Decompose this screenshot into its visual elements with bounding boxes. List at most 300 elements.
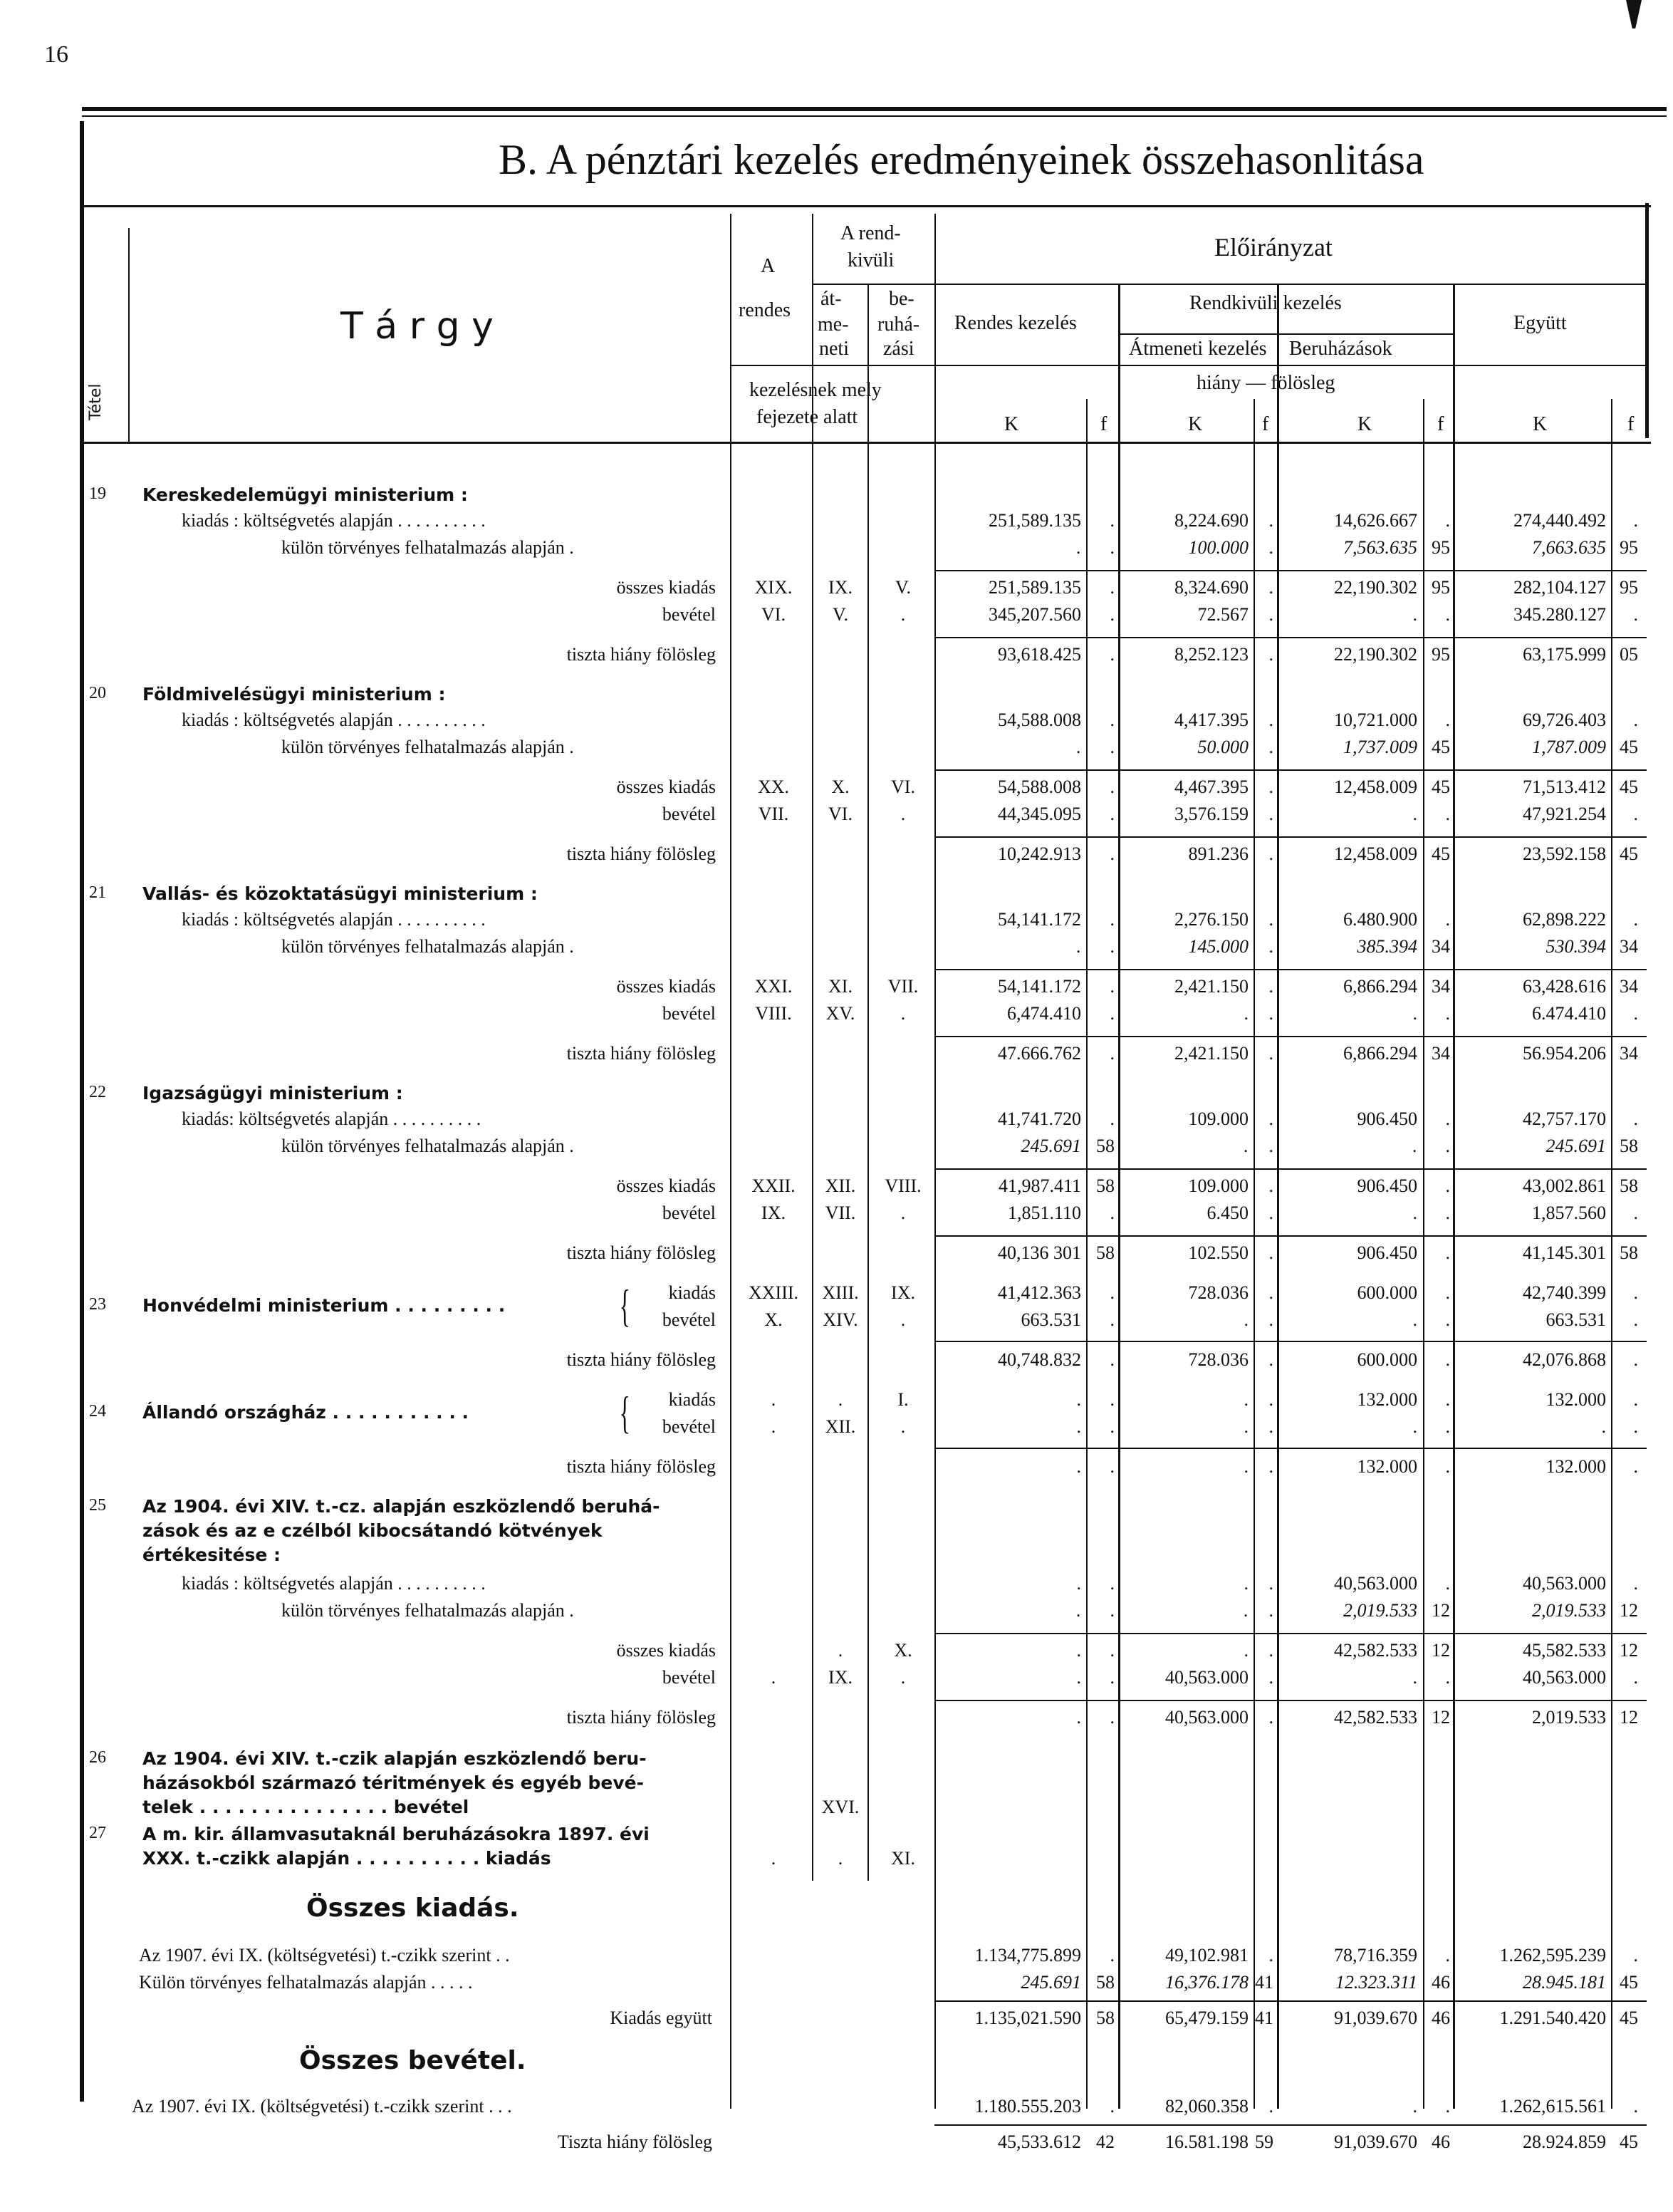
top-rule <box>82 107 1667 111</box>
header-line-hiany <box>730 365 1647 366</box>
cell-bk: 1,737.009 <box>1343 737 1417 757</box>
cell-rf: . <box>1110 1389 1115 1410</box>
col-line-bf <box>1453 285 1455 2109</box>
cell-bk: 78,716.359 <box>1334 1945 1417 1966</box>
header-fejezet-1: kezelésnek mely <box>749 379 882 401</box>
cell-rk: 44,345.095 <box>998 804 1081 824</box>
cell-rf: . <box>1110 577 1115 598</box>
cell-ak: 8,324.690 <box>1174 577 1249 598</box>
cell-bk: 906.450 <box>1357 1175 1417 1196</box>
cell-rf: . <box>1110 1416 1115 1437</box>
cell-bf: 34 <box>1432 1043 1450 1064</box>
tetel-number: 20 <box>89 684 106 702</box>
row-label: külön törvényes felhatalmazás alapján . <box>281 936 574 957</box>
cell-bk: . <box>1412 804 1417 824</box>
chapter-number: . <box>900 804 906 824</box>
cell-bk: . <box>1412 2096 1417 2117</box>
cell-ak: 891.236 <box>1188 843 1249 864</box>
summary-heading: Összes bevétel. <box>299 2046 526 2075</box>
cell-rk: 41,987.411 <box>998 1175 1081 1196</box>
cell-ef: . <box>1633 1416 1638 1437</box>
cell-bk: 10,721.000 <box>1334 710 1417 730</box>
tetel-number: 24 <box>89 1402 106 1421</box>
cell-rk: . <box>1076 1640 1081 1661</box>
cell-ek: 47,921.254 <box>1523 804 1606 824</box>
cell-bf: . <box>1445 1203 1450 1223</box>
header-k-egyutt: K <box>1533 413 1548 435</box>
cell-rf: . <box>1110 1309 1115 1330</box>
cell-rf: . <box>1110 1282 1115 1303</box>
row-label: összes kiadás <box>616 777 716 797</box>
chapter-number: VIII. <box>885 1175 922 1196</box>
subtotal-rule <box>934 969 1647 970</box>
chapter-number: VII. <box>825 1203 856 1223</box>
section-heading: A m. kir. államvasutaknál beruházásokra 1897. évi <box>142 1824 650 1844</box>
header-beruh-1: be- <box>889 288 914 310</box>
section-heading: Az 1904. évi XIV. t.-czik alapján eszközlendő beru- <box>142 1748 647 1769</box>
row-label: összes kiadás <box>616 976 716 997</box>
subtotal-rule <box>934 2000 1647 2002</box>
cell-af: . <box>1268 644 1273 665</box>
cell-af: . <box>1268 1945 1273 1966</box>
cell-bf: 12 <box>1432 1640 1450 1661</box>
header-k-rendes: K <box>1004 413 1019 435</box>
cell-ef: 12 <box>1620 1707 1638 1728</box>
cell-rk: 54,588.008 <box>998 777 1081 797</box>
row-label: kiadás: költségvetés alapján . . . . . . . . . . <box>182 1108 481 1129</box>
cell-ek: 71,513.412 <box>1523 777 1606 797</box>
header-fejezet-2: fejezete alatt <box>756 406 858 428</box>
cell-ef: . <box>1633 604 1638 625</box>
cell-ak: 145.000 <box>1188 936 1249 957</box>
cell-ak: 2,421.150 <box>1174 976 1249 997</box>
frame-left <box>80 121 84 2102</box>
cell-rf: . <box>1110 2096 1115 2117</box>
cell-ef: 45 <box>1620 2008 1638 2028</box>
cell-rf: 42 <box>1096 2131 1115 2152</box>
cell-ak: 3,576.159 <box>1174 804 1249 824</box>
cell-ef: . <box>1633 1667 1638 1688</box>
cell-rf: 58 <box>1096 1136 1115 1156</box>
cell-bf: . <box>1445 1416 1450 1437</box>
cell-bf: . <box>1445 1349 1450 1370</box>
header-a: A <box>761 255 776 277</box>
cell-ef: . <box>1633 1003 1638 1024</box>
cell-ak: 6.450 <box>1206 1203 1249 1223</box>
cell-ek: 69,726.403 <box>1523 710 1606 730</box>
cell-rk: 93,618.425 <box>998 644 1081 665</box>
chapter-number: . <box>838 1389 843 1410</box>
chapter-number: XXIII. <box>748 1282 799 1303</box>
chapter-number: . <box>900 1203 906 1223</box>
chapter-number: VIII. <box>755 1003 792 1024</box>
cell-bf: . <box>1445 1309 1450 1330</box>
chapter-number: XX. <box>757 777 790 797</box>
cell-bf: . <box>1445 1282 1450 1303</box>
header-tetel: Tétel <box>87 383 105 420</box>
subtotal-rule <box>934 836 1647 838</box>
cell-bk: 6.480.900 <box>1343 909 1417 930</box>
col-line-rendes <box>812 214 813 1881</box>
cell-rf: . <box>1110 1043 1115 1064</box>
cell-bf: . <box>1445 1136 1450 1156</box>
cell-af: . <box>1268 604 1273 625</box>
cell-bk: 14,626.667 <box>1334 510 1417 531</box>
chapter-number: X. <box>764 1309 783 1330</box>
row-label: Külön törvényes felhatalmazás alapján . . . . . <box>139 1972 473 1993</box>
cell-ek: 23,592.158 <box>1523 843 1606 864</box>
chapter-number: . <box>771 1848 776 1869</box>
cell-ef: . <box>1633 909 1638 930</box>
cell-ef: . <box>1633 2096 1638 2117</box>
section-heading: Kereskedelemügyi ministerium : <box>142 484 468 505</box>
cell-ak: 728.036 <box>1188 1349 1249 1370</box>
cell-rf: 58 <box>1096 1972 1115 1993</box>
row-label: külön törvényes felhatalmazás alapján . <box>281 737 574 757</box>
header-beruhazasok: Beruházások <box>1289 338 1392 360</box>
cell-ef: 58 <box>1620 1242 1638 1263</box>
row-label: bevétel <box>662 1203 716 1223</box>
cell-bf: . <box>1445 1667 1450 1688</box>
cell-rk: . <box>1076 1667 1081 1688</box>
cell-bf: . <box>1445 510 1450 531</box>
cell-bf: 34 <box>1432 936 1450 957</box>
cell-ek: 345.280.127 <box>1513 604 1606 625</box>
chapter-number: VI. <box>891 777 915 797</box>
chapter-number: XV. <box>825 1003 855 1024</box>
cell-bk: . <box>1412 1309 1417 1330</box>
cell-ek: 663.531 <box>1546 1309 1606 1330</box>
cell-ef: 05 <box>1620 644 1638 665</box>
section-heading: Vallás- és közoktatásügyi ministerium : <box>142 883 538 904</box>
cell-rf: . <box>1110 909 1115 930</box>
cell-af: . <box>1268 1282 1273 1303</box>
cell-ek: 62,898.222 <box>1523 909 1606 930</box>
chapter-number: . <box>771 1416 776 1437</box>
header-rendkivuli-kezeles: Rendkivüli kezelés <box>1189 292 1342 314</box>
cell-rk: 245.691 <box>1021 1136 1081 1156</box>
cell-af: . <box>1268 1667 1273 1688</box>
cell-ef: . <box>1633 1108 1638 1129</box>
header-hiany-folosleg: hiány — fölösleg <box>1197 372 1335 394</box>
cell-bf: 12 <box>1432 1600 1450 1621</box>
row-label: Az 1907. évi IX. (költségvetési) t.-czikk szerint . . . <box>132 2096 512 2117</box>
cell-ef: . <box>1633 1282 1638 1303</box>
cell-ak: 72.567 <box>1197 604 1249 625</box>
cell-rf: . <box>1110 1456 1115 1477</box>
cell-bf: 45 <box>1432 843 1450 864</box>
col-line-targy <box>730 214 731 2109</box>
tetel-number: 27 <box>89 1824 106 1842</box>
col-line-rf <box>1118 285 1120 2109</box>
cell-rk: 45,533.612 <box>998 2131 1081 2152</box>
bracket: { <box>619 1387 631 1438</box>
cell-ak: . <box>1244 1456 1249 1477</box>
cell-af: . <box>1268 737 1273 757</box>
cell-ek: 42,076.868 <box>1523 1349 1606 1370</box>
chapter-number: . <box>771 1667 776 1688</box>
cell-ek: 63,428.616 <box>1523 976 1606 997</box>
cell-ef: 34 <box>1620 976 1638 997</box>
cell-rf: . <box>1110 510 1115 531</box>
header-atmeneti-1: át- <box>820 288 842 310</box>
cell-rk: . <box>1076 1573 1081 1594</box>
cell-bk: 600.000 <box>1357 1282 1417 1303</box>
cell-ef: . <box>1633 1573 1638 1594</box>
header-f-rendes: f <box>1100 413 1107 435</box>
cell-af: . <box>1268 936 1273 957</box>
cell-af: . <box>1268 537 1273 558</box>
cell-rf: . <box>1110 1707 1115 1728</box>
cell-ek: 63,175.999 <box>1523 644 1606 665</box>
col-line-bk <box>1423 399 1424 2109</box>
cell-ek: 2,019.533 <box>1532 1707 1606 1728</box>
cell-rk: 663.531 <box>1021 1309 1081 1330</box>
section-heading: Honvédelmi ministerium . . . . . . . . . <box>142 1295 506 1316</box>
row-label: összes kiadás <box>616 1175 716 1196</box>
section-heading: Igazságügyi ministerium : <box>142 1083 403 1104</box>
cell-af: . <box>1268 1175 1273 1196</box>
cell-rf: 58 <box>1096 1242 1115 1263</box>
chapter-number: XIV. <box>823 1309 858 1330</box>
chapter-number: XIII. <box>822 1282 859 1303</box>
cell-af: . <box>1268 577 1273 598</box>
cell-ak: 4,467.395 <box>1174 777 1249 797</box>
cell-ek: 6.474.410 <box>1532 1003 1606 1024</box>
row-label: bevétel <box>662 1667 716 1688</box>
header-bottom <box>84 442 1651 444</box>
subtotal-rule <box>934 1036 1647 1037</box>
cell-rk: 54,141.172 <box>998 976 1081 997</box>
cell-ak: 16,376.178 <box>1165 1972 1249 1993</box>
cell-ak: . <box>1244 1309 1249 1330</box>
section-heading: telek . . . . . . . . . . . . . . . bevétel <box>142 1797 469 1817</box>
cell-ek: 56.954.206 <box>1523 1043 1606 1064</box>
row-label: Kiadás együtt <box>610 2008 712 2028</box>
header-targy: T á r g y <box>340 305 494 348</box>
row-label: kiadás : költségvetés alapján . . . . . . . . . . <box>182 1573 486 1594</box>
chapter-number: VI. <box>828 804 853 824</box>
cell-bk: 22,190.302 <box>1334 644 1417 665</box>
cell-bk: 12.323.311 <box>1335 1972 1417 1993</box>
row-label: tiszta hiány fölösleg <box>566 1707 716 1728</box>
header-eloiranyzat: Előirányzat <box>1214 233 1333 261</box>
chapter-number: VII. <box>758 804 789 824</box>
cell-af: . <box>1268 1416 1273 1437</box>
cell-bk: 42,582.533 <box>1334 1707 1417 1728</box>
header-f-beruh: f <box>1437 413 1444 435</box>
tetel-number: 25 <box>89 1496 106 1515</box>
chapter-number: XIX. <box>754 577 793 598</box>
cell-bk: . <box>1412 604 1417 625</box>
cell-ef: 12 <box>1620 1640 1638 1661</box>
row-label: tiszta hiány fölösleg <box>566 1456 716 1477</box>
cell-bk: 6,866.294 <box>1343 976 1417 997</box>
cell-ef: 45 <box>1620 843 1638 864</box>
cell-rk: . <box>1076 1456 1081 1477</box>
cell-ef: 58 <box>1620 1175 1638 1196</box>
cell-rf: . <box>1110 777 1115 797</box>
cell-ek: 41,145.301 <box>1523 1242 1606 1263</box>
cell-bf: 46 <box>1432 1972 1450 1993</box>
cell-rk: 40,136 301 <box>998 1242 1081 1263</box>
cell-rk: 6,474.410 <box>1007 1003 1081 1024</box>
cell-rk: 345,207.560 <box>989 604 1081 625</box>
section-heading: házásokból származó téritmények és egyéb bevé- <box>142 1772 644 1793</box>
cell-ak: . <box>1244 1416 1249 1437</box>
subtotal-rule <box>934 637 1647 638</box>
cell-af: . <box>1268 1389 1273 1410</box>
cell-rf: . <box>1110 843 1115 864</box>
cell-ak: 2,421.150 <box>1174 1043 1249 1064</box>
subtotal-rule <box>934 1341 1647 1342</box>
cell-ef: 45 <box>1620 777 1638 797</box>
row-label: kiadás : költségvetés alapján . . . . . . . . . . <box>182 710 486 730</box>
col-line-beruh <box>934 214 936 2109</box>
top-rule-2 <box>82 115 1667 117</box>
corner-mark <box>1626 0 1642 28</box>
cell-rf: . <box>1110 1349 1115 1370</box>
cell-ef: 95 <box>1620 537 1638 558</box>
chapter-number: IX. <box>761 1203 786 1223</box>
col-line-af <box>1277 285 1279 2109</box>
summary-heading: Összes kiadás. <box>306 1894 519 1923</box>
row-label: bevétel <box>662 1003 716 1024</box>
cell-ak: 40,563.000 <box>1165 1667 1249 1688</box>
cell-ek: 132.000 <box>1546 1389 1606 1410</box>
cell-bk: . <box>1412 1203 1417 1223</box>
cell-ak: . <box>1244 1600 1249 1621</box>
cell-ak: 40,563.000 <box>1165 1707 1249 1728</box>
cell-bk: 6,866.294 <box>1343 1043 1417 1064</box>
section-heading: Az 1904. évi XIV. t.-cz. alapján eszközlendő beruhá- <box>142 1496 660 1517</box>
cell-ek: 1,787.009 <box>1532 737 1606 757</box>
chapter-number: VI. <box>761 604 786 625</box>
row-label: tiszta hiány fölösleg <box>566 843 716 864</box>
cell-rf: . <box>1110 604 1115 625</box>
chapter-number: XII. <box>825 1175 856 1196</box>
cell-bk: 40,563.000 <box>1334 1573 1417 1594</box>
cell-rf: . <box>1110 710 1115 730</box>
cell-rk: 245.691 <box>1021 1972 1081 1993</box>
cell-bk: . <box>1412 1416 1417 1437</box>
cell-ek: 2,019.533 <box>1532 1600 1606 1621</box>
row-label: összes kiadás <box>616 1640 716 1661</box>
cell-ek: 1.262,615.561 <box>1499 2096 1606 2117</box>
cell-bk: 906.450 <box>1357 1242 1417 1263</box>
cell-bf: 45 <box>1432 737 1450 757</box>
cell-ef: 58 <box>1620 1136 1638 1156</box>
row-label: tiszta hiány fölösleg <box>566 1043 716 1064</box>
cell-rf: . <box>1110 1640 1115 1661</box>
subtotal-rule <box>934 1168 1647 1170</box>
header-line-eloir <box>934 284 1647 285</box>
cell-af: . <box>1268 1600 1273 1621</box>
cell-bf: 95 <box>1432 537 1450 558</box>
cell-ak: 65,479.159 <box>1165 2008 1249 2028</box>
cell-af: . <box>1268 1640 1273 1661</box>
cell-bf: 46 <box>1432 2131 1450 2152</box>
cell-rf: . <box>1110 1203 1115 1223</box>
cell-ef: . <box>1633 1203 1638 1223</box>
chapter-number: IX. <box>828 1667 853 1688</box>
cell-rf: . <box>1110 1108 1115 1129</box>
cell-af: . <box>1268 1136 1273 1156</box>
cell-af: 41 <box>1255 2008 1273 2028</box>
cell-ef: 12 <box>1620 1600 1638 1621</box>
cell-ek: 282,104.127 <box>1513 577 1606 598</box>
row-label: tiszta hiány fölösleg <box>566 1242 716 1263</box>
chapter-number: . <box>900 604 906 625</box>
cell-ef: . <box>1633 804 1638 824</box>
cell-af: . <box>1268 1242 1273 1263</box>
cell-rk: . <box>1076 1389 1081 1410</box>
cell-ef: 45 <box>1620 1972 1638 1993</box>
bracket: { <box>619 1280 631 1331</box>
cell-af: . <box>1268 1108 1273 1129</box>
cell-af: . <box>1268 1043 1273 1064</box>
cell-ef: 45 <box>1620 737 1638 757</box>
cell-ef: . <box>1633 1309 1638 1330</box>
row-label: kiadás : költségvetés alapján . . . . . . . . . . <box>182 510 486 531</box>
cell-bk: 2,019.533 <box>1343 1600 1417 1621</box>
chapter-number: . <box>838 1848 843 1869</box>
section-heading: Állandó országház . . . . . . . . . . . <box>142 1402 469 1423</box>
cell-ak: 8,224.690 <box>1174 510 1249 531</box>
cell-ek: 274,440.492 <box>1513 510 1606 531</box>
chapter-number: . <box>900 1309 906 1330</box>
tetel-number: 19 <box>89 484 106 503</box>
cell-ak: 50.000 <box>1197 737 1249 757</box>
cell-ef: 34 <box>1620 1043 1638 1064</box>
section-heading: értékesitése : <box>142 1544 281 1565</box>
cell-rf: . <box>1110 737 1115 757</box>
cell-ak: 728.036 <box>1188 1282 1249 1303</box>
section-heading: zások és az e czélból kibocsátandó kötvények <box>142 1520 603 1541</box>
header-atmeneti-2: me- <box>818 313 849 336</box>
cell-bf: . <box>1445 604 1450 625</box>
cell-ak: . <box>1244 1640 1249 1661</box>
cell-ek: 42,740.399 <box>1523 1282 1606 1303</box>
tetel-number: 26 <box>89 1748 106 1767</box>
cell-af: . <box>1268 510 1273 531</box>
cell-ak: 4,417.395 <box>1174 710 1249 730</box>
cell-bf: . <box>1445 1242 1450 1263</box>
cell-ek: 45,582.533 <box>1523 1640 1606 1661</box>
cell-ek: 28.924.859 <box>1523 2131 1606 2152</box>
cell-bk: . <box>1412 1003 1417 1024</box>
cell-bf: . <box>1445 1456 1450 1477</box>
row-label: külön törvényes felhatalmazás alapján . <box>281 1136 574 1156</box>
header-k-beruh: K <box>1357 413 1372 435</box>
cell-af: . <box>1268 1203 1273 1223</box>
cell-bk: . <box>1412 1667 1417 1688</box>
cell-rf: . <box>1110 1600 1115 1621</box>
chapter-number: X. <box>894 1640 912 1661</box>
cell-ek: 40,563.000 <box>1523 1667 1606 1688</box>
header-rendkivuli-2: kivüli <box>848 249 895 271</box>
cell-rf: 58 <box>1096 2008 1115 2028</box>
row-label: Az 1907. évi IX. (költségvetési) t.-czikk szerint . . <box>139 1945 510 1966</box>
cell-ek: 28.945.181 <box>1523 1972 1606 1993</box>
header-f-egyutt: f <box>1627 413 1635 435</box>
cell-bf: . <box>1445 1108 1450 1129</box>
header-atmeneti-3: neti <box>819 338 849 360</box>
cell-ek: 1.291.540.420 <box>1499 2008 1606 2028</box>
cell-rf: . <box>1110 936 1115 957</box>
row-label: külön törvényes felhatalmazás alapján . <box>281 1600 574 1621</box>
row-label: tiszta hiány fölösleg <box>566 644 716 665</box>
